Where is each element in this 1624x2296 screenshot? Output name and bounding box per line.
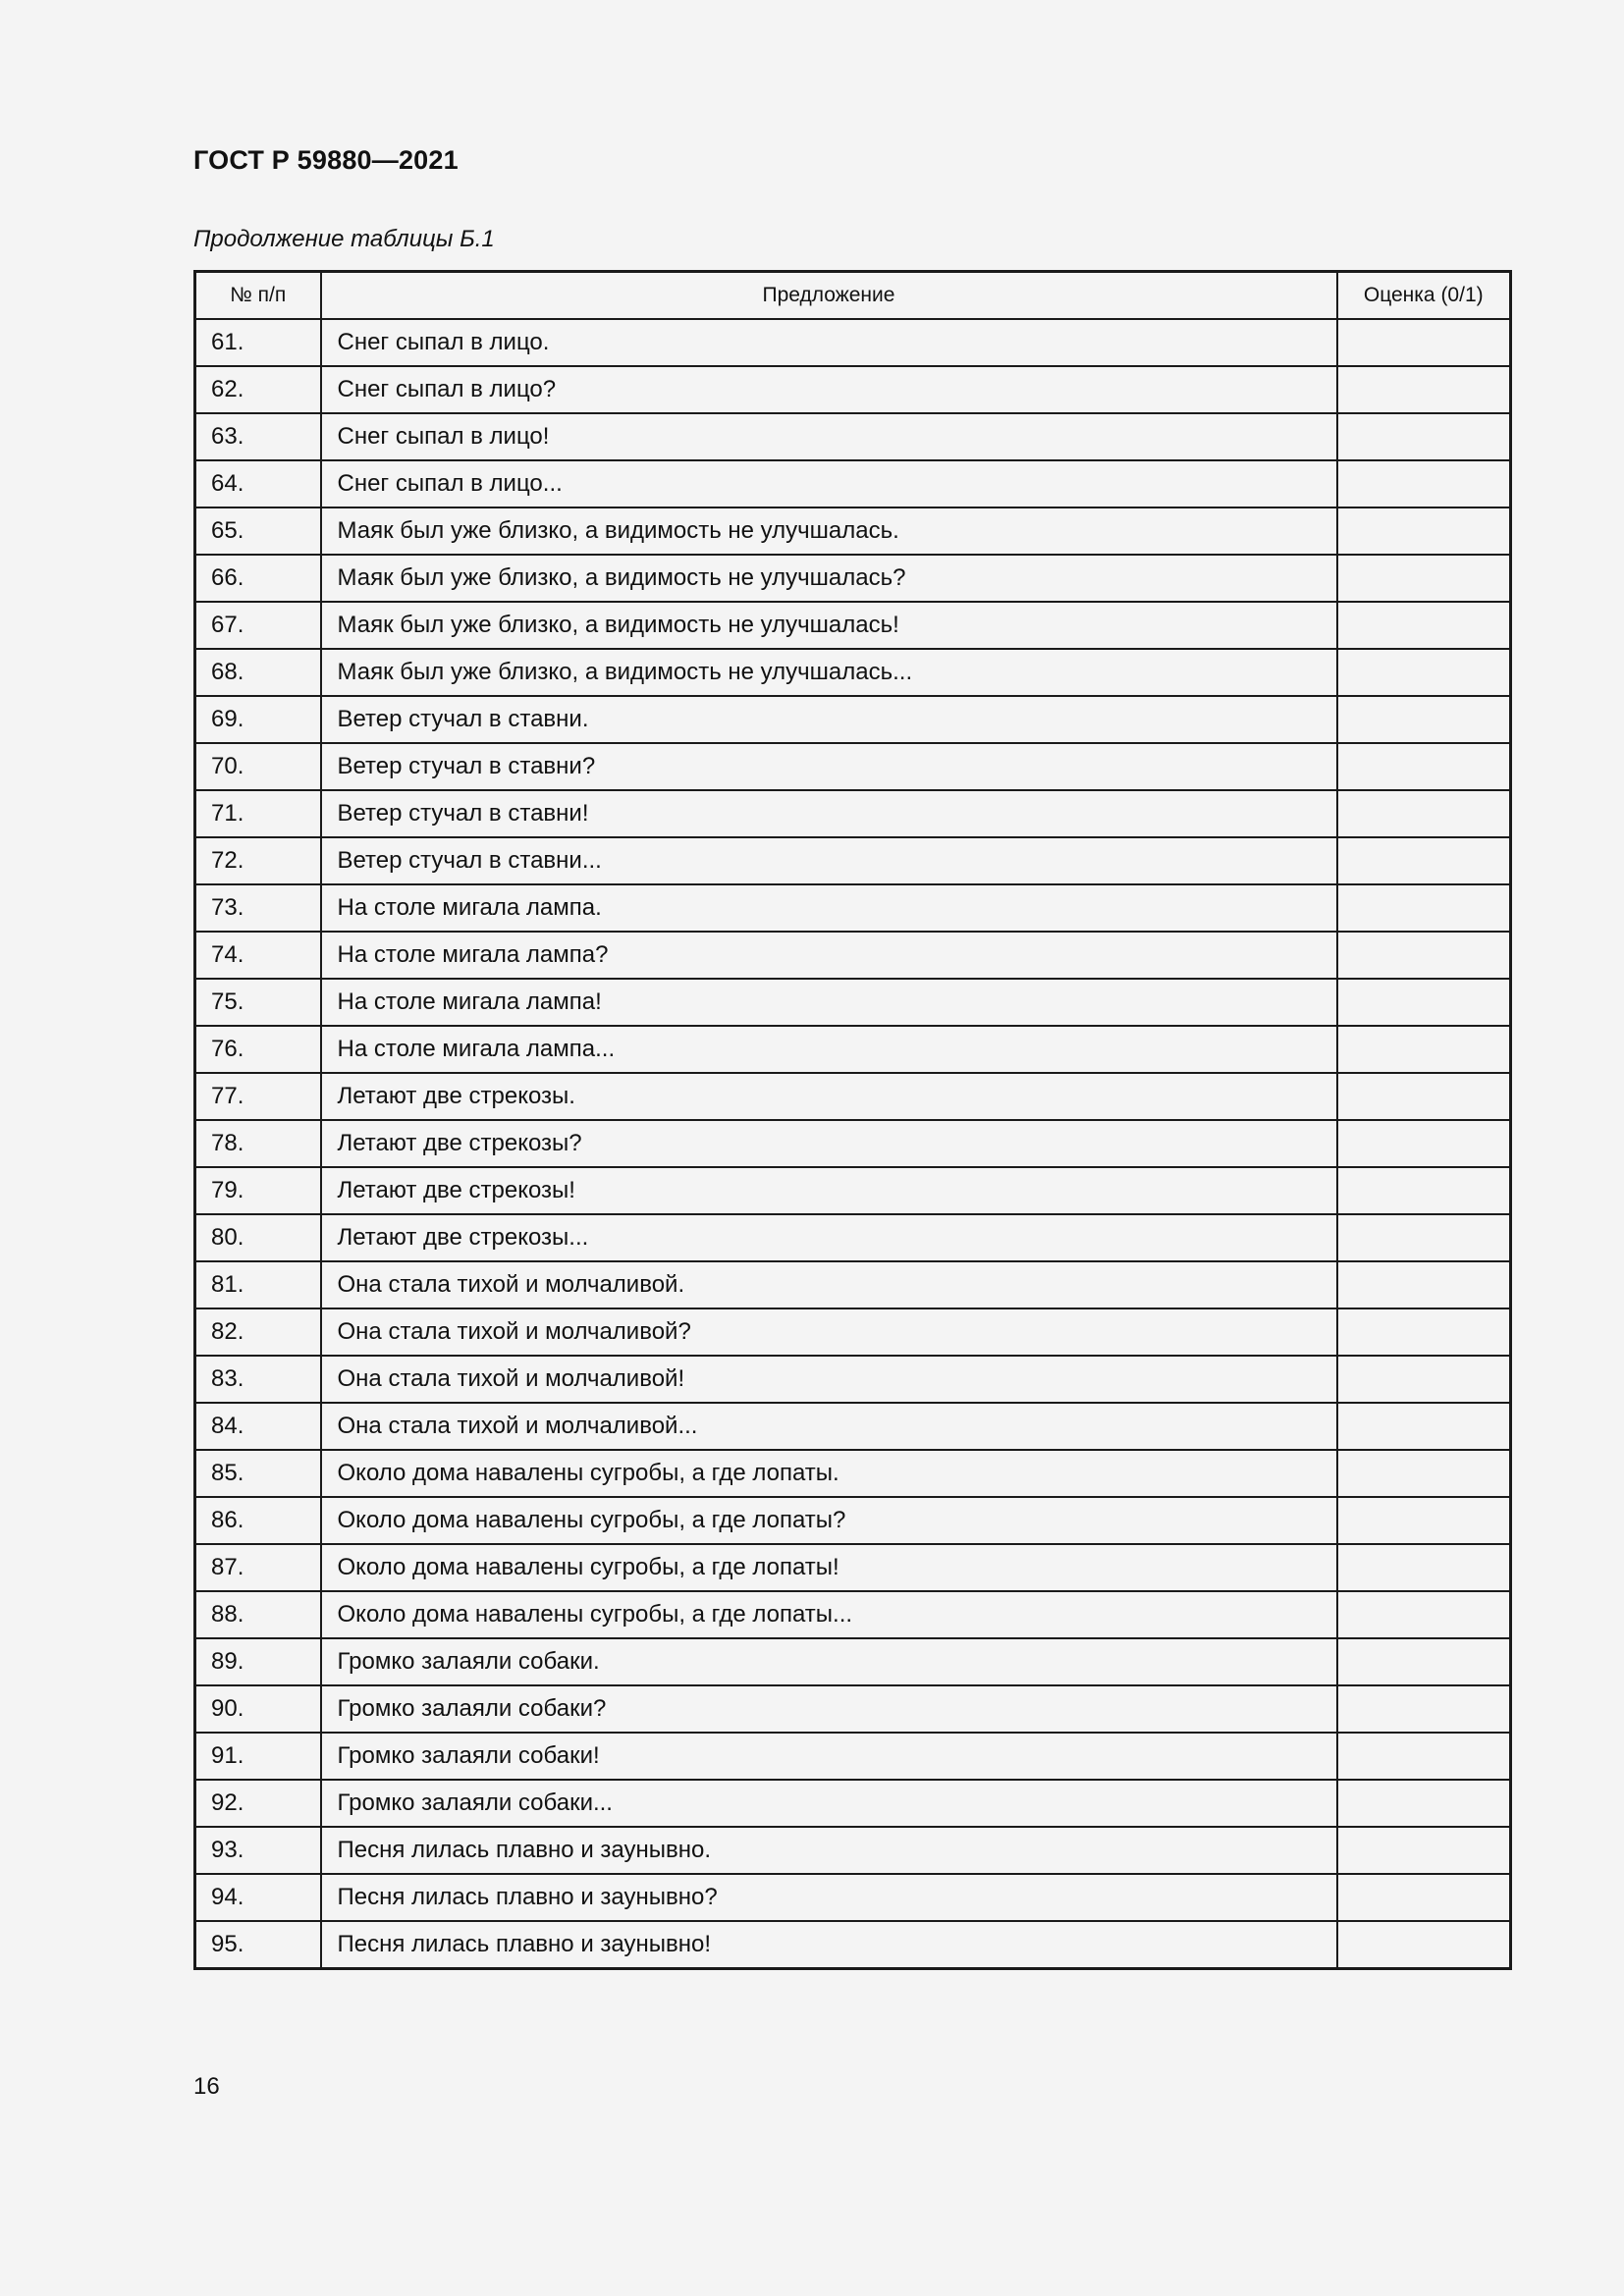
row-score	[1337, 319, 1511, 366]
row-number: 75.	[195, 979, 321, 1026]
row-score	[1337, 649, 1511, 696]
row-sentence: Громко залаяли собаки.	[321, 1638, 1337, 1685]
table-row	[195, 1261, 1511, 1308]
table-row	[195, 696, 1511, 743]
row-number: 69.	[195, 696, 321, 743]
table-row	[195, 1685, 1511, 1733]
table-row	[195, 1638, 1511, 1685]
row-score	[1337, 1780, 1511, 1827]
table-row	[195, 319, 1511, 366]
table-row	[195, 1356, 1511, 1403]
row-score	[1337, 1921, 1511, 1969]
row-number: 89.	[195, 1638, 321, 1685]
row-score	[1337, 1733, 1511, 1780]
table-row	[195, 1167, 1511, 1214]
table-row	[195, 460, 1511, 507]
row-score	[1337, 1026, 1511, 1073]
table-row	[195, 1544, 1511, 1591]
row-sentence: Около дома навалены сугробы, а где лопаты...	[321, 1591, 1337, 1638]
row-number: 90.	[195, 1685, 321, 1733]
row-sentence: Летают две стрекозы?	[321, 1120, 1337, 1167]
row-number: 72.	[195, 837, 321, 884]
row-sentence: Песня лилась плавно и заунывно.	[321, 1827, 1337, 1874]
row-sentence: Громко залаяли собаки!	[321, 1733, 1337, 1780]
table-row	[195, 837, 1511, 884]
row-sentence: Ветер стучал в ставни...	[321, 837, 1337, 884]
row-sentence: Ветер стучал в ставни?	[321, 743, 1337, 790]
row-score	[1337, 1685, 1511, 1733]
row-score	[1337, 1167, 1511, 1214]
row-number: 86.	[195, 1497, 321, 1544]
row-number: 83.	[195, 1356, 321, 1403]
table-row	[195, 1497, 1511, 1544]
table-row	[195, 507, 1511, 555]
row-score	[1337, 1497, 1511, 1544]
row-number: 62.	[195, 366, 321, 413]
table-row	[195, 649, 1511, 696]
row-sentence: Ветер стучал в ставни.	[321, 696, 1337, 743]
row-number: 77.	[195, 1073, 321, 1120]
table-row	[195, 790, 1511, 837]
table-row	[195, 1214, 1511, 1261]
row-sentence: Песня лилась плавно и заунывно?	[321, 1874, 1337, 1921]
row-score	[1337, 884, 1511, 932]
row-score	[1337, 507, 1511, 555]
row-number: 64.	[195, 460, 321, 507]
row-number: 95.	[195, 1921, 321, 1969]
row-score	[1337, 1827, 1511, 1874]
row-score	[1337, 837, 1511, 884]
row-score	[1337, 1356, 1511, 1403]
row-score	[1337, 602, 1511, 649]
row-sentence: Маяк был уже близко, а видимость не улучшалась...	[321, 649, 1337, 696]
row-score	[1337, 790, 1511, 837]
row-sentence: На столе мигала лампа...	[321, 1026, 1337, 1073]
row-number: 84.	[195, 1403, 321, 1450]
table-header-row	[195, 272, 1511, 320]
row-score	[1337, 1120, 1511, 1167]
table-row	[195, 1403, 1511, 1450]
row-number: 87.	[195, 1544, 321, 1591]
row-score	[1337, 1261, 1511, 1308]
table-row	[195, 932, 1511, 979]
row-number: 91.	[195, 1733, 321, 1780]
row-sentence: Около дома навалены сугробы, а где лопаты.	[321, 1450, 1337, 1497]
row-score	[1337, 1544, 1511, 1591]
row-score	[1337, 743, 1511, 790]
row-sentence: Летают две стрекозы!	[321, 1167, 1337, 1214]
row-number: 94.	[195, 1874, 321, 1921]
row-number: 79.	[195, 1167, 321, 1214]
row-sentence: На столе мигала лампа?	[321, 932, 1337, 979]
row-sentence: Громко залаяли собаки...	[321, 1780, 1337, 1827]
table-row	[195, 979, 1511, 1026]
column-header-number: № п/п	[195, 272, 321, 320]
table-row	[195, 1026, 1511, 1073]
page-number: 16	[193, 2073, 220, 2100]
row-number: 78.	[195, 1120, 321, 1167]
row-score	[1337, 1450, 1511, 1497]
table-row	[195, 366, 1511, 413]
row-number: 61.	[195, 319, 321, 366]
row-number: 93.	[195, 1827, 321, 1874]
row-sentence: Она стала тихой и молчаливой...	[321, 1403, 1337, 1450]
row-number: 63.	[195, 413, 321, 460]
row-sentence: Летают две стрекозы.	[321, 1073, 1337, 1120]
column-header-score: Оценка (0/1)	[1337, 272, 1511, 320]
table-row	[195, 602, 1511, 649]
row-score	[1337, 1591, 1511, 1638]
row-score	[1337, 460, 1511, 507]
row-sentence: Она стала тихой и молчаливой?	[321, 1308, 1337, 1356]
row-sentence: Маяк был уже близко, а видимость не улучшалась!	[321, 602, 1337, 649]
row-sentence: Снег сыпал в лицо.	[321, 319, 1337, 366]
row-score	[1337, 696, 1511, 743]
row-number: 68.	[195, 649, 321, 696]
table-caption: Продолжение таблицы Б.1	[193, 226, 495, 252]
row-sentence: Летают две стрекозы...	[321, 1214, 1337, 1261]
row-number: 82.	[195, 1308, 321, 1356]
row-sentence: Около дома навалены сугробы, а где лопаты?	[321, 1497, 1337, 1544]
table-row	[195, 1874, 1511, 1921]
column-header-sentence: Предложение	[321, 272, 1337, 320]
sentence-table	[193, 270, 1512, 1970]
row-sentence: Маяк был уже близко, а видимость не улучшалась?	[321, 555, 1337, 602]
table-row	[195, 1733, 1511, 1780]
table-row	[195, 1780, 1511, 1827]
row-score	[1337, 1073, 1511, 1120]
row-number: 85.	[195, 1450, 321, 1497]
row-number: 66.	[195, 555, 321, 602]
row-sentence: Снег сыпал в лицо!	[321, 413, 1337, 460]
row-score	[1337, 1308, 1511, 1356]
row-sentence: Снег сыпал в лицо?	[321, 366, 1337, 413]
row-number: 70.	[195, 743, 321, 790]
document-id: ГОСТ Р 59880—2021	[193, 145, 459, 175]
row-score	[1337, 555, 1511, 602]
row-number: 81.	[195, 1261, 321, 1308]
table-row	[195, 555, 1511, 602]
row-sentence: На столе мигала лампа.	[321, 884, 1337, 932]
table-row	[195, 1450, 1511, 1497]
row-score	[1337, 1214, 1511, 1261]
row-sentence: Ветер стучал в ставни!	[321, 790, 1337, 837]
row-score	[1337, 366, 1511, 413]
table-row	[195, 1308, 1511, 1356]
row-number: 74.	[195, 932, 321, 979]
row-sentence: Маяк был уже близко, а видимость не улучшалась.	[321, 507, 1337, 555]
row-number: 76.	[195, 1026, 321, 1073]
table-row	[195, 413, 1511, 460]
row-number: 92.	[195, 1780, 321, 1827]
table-row	[195, 884, 1511, 932]
table-row	[195, 1591, 1511, 1638]
row-score	[1337, 1638, 1511, 1685]
row-number: 71.	[195, 790, 321, 837]
table-row	[195, 1921, 1511, 1969]
table-row	[195, 1827, 1511, 1874]
row-sentence: Она стала тихой и молчаливой!	[321, 1356, 1337, 1403]
row-number: 65.	[195, 507, 321, 555]
row-sentence: Песня лилась плавно и заунывно!	[321, 1921, 1337, 1969]
row-sentence: Она стала тихой и молчаливой.	[321, 1261, 1337, 1308]
row-number: 73.	[195, 884, 321, 932]
row-score	[1337, 413, 1511, 460]
table-row	[195, 1120, 1511, 1167]
row-sentence: Около дома навалены сугробы, а где лопаты!	[321, 1544, 1337, 1591]
row-sentence: Громко залаяли собаки?	[321, 1685, 1337, 1733]
row-sentence: На столе мигала лампа!	[321, 979, 1337, 1026]
row-score	[1337, 979, 1511, 1026]
row-sentence: Снег сыпал в лицо...	[321, 460, 1337, 507]
table-row	[195, 743, 1511, 790]
table-row	[195, 1073, 1511, 1120]
row-score	[1337, 932, 1511, 979]
row-score	[1337, 1403, 1511, 1450]
row-number: 88.	[195, 1591, 321, 1638]
row-number: 67.	[195, 602, 321, 649]
row-number: 80.	[195, 1214, 321, 1261]
row-score	[1337, 1874, 1511, 1921]
